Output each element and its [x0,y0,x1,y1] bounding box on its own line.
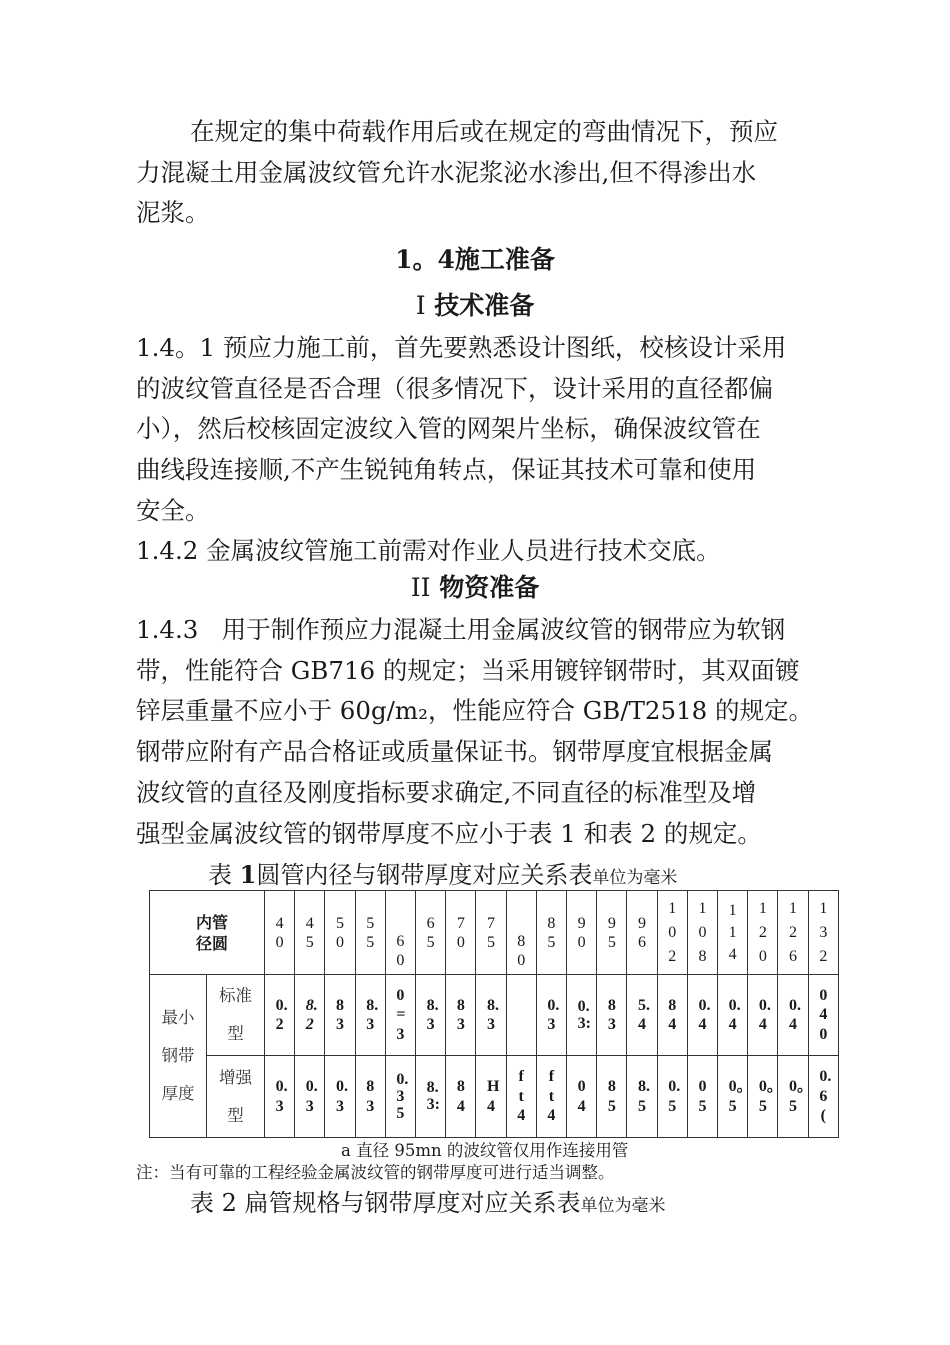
intro-line-1: 在规定的集中荷载作用后或在规定的弯曲情况下，预应 [190,117,778,146]
table2-caption [190,1187,666,1222]
reinforced-cell [385,1056,415,1138]
table1-reinforced-label [207,1056,265,1138]
standard-cell [748,975,778,1056]
diameter-value: 126 [789,899,798,965]
reinforced-cell [476,1056,506,1138]
diameter-value: 60 [396,933,405,969]
table1-standard-label [207,975,265,1056]
standard-cell [718,975,748,1056]
standard-value: 83 [607,996,616,1033]
reinforced-cell [718,1056,753,1138]
table2-caption-title: 表 2 扁管规格与钢带厚度对应关系表 [190,1189,581,1217]
reinforced-value: 0。5 [728,1078,753,1115]
standard-cell [355,975,385,1056]
table1-row-group-label [150,975,207,1138]
reinforced-value: 0.35 [396,1070,409,1122]
standard-value: 83 [456,996,465,1033]
diameter-cell [748,891,778,975]
diameter-cell [627,891,657,975]
standard-cell [567,975,597,1056]
intro-paragraph [136,112,856,234]
reinforced-value: 05 [698,1078,707,1115]
reinforced-cell [446,1056,476,1138]
diameter-cell [808,891,838,975]
standard-value: 0.4 [789,996,802,1033]
table1-footnote: a 直径 95mn 的波纹管仅用作连接用管 [341,1141,629,1160]
standard-cell [506,975,536,1056]
diameter-cell [416,891,446,975]
diameter-cell [536,891,566,975]
reinforced-value: 0.3 [305,1078,318,1115]
standard-value: 8.3 [487,996,500,1033]
reinforced-cell [567,1056,597,1138]
clause-1-4-1 [136,328,856,532]
subheading-technical [0,288,950,324]
clause-1-4-1-line: 安全。 [136,495,210,525]
table1 [149,890,839,1138]
table1-header-row [150,891,839,975]
standard-value: 8.3 [426,996,439,1033]
standard-cell [536,975,566,1056]
diameter-cell [778,891,808,975]
section-number: 1。4 [395,245,455,274]
diameter-cell [567,891,597,975]
diameter-value: 120 [758,899,767,965]
standard-cell [476,975,506,1056]
reinforced-value: ft4 [547,1068,556,1125]
standard-value: 8.3 [366,996,379,1033]
reinforced-cell [687,1056,717,1138]
reinforced-cell [355,1056,385,1138]
diameter-value: 45 [305,914,314,951]
standard-cell [597,975,627,1056]
table1-caption-unit: 单位为毫米 [592,868,678,888]
standard-value: 5.4 [638,996,651,1033]
table1-reinforced-label-text: 增强型 [218,1067,252,1125]
clause-1-4-1-line: 小），然后校核固定波纹入管的网架片坐标，确保波纹管在 [136,414,761,444]
diameter-cell [446,891,476,975]
diameter-value: 55 [366,914,375,951]
table2-caption-unit: 单位为毫米 [580,1196,666,1216]
diameter-cell [265,891,295,975]
reinforced-cell [778,1056,814,1138]
standard-cell [687,975,717,1056]
reinforced-cell [416,1056,446,1138]
subheading-materials [0,570,950,606]
table1-caption [208,860,677,893]
clause-1-4-3-line: 波纹管的直径及刚度指标要求确定,不同直径的标准型及增 [136,777,757,807]
standard-value: 040 [819,986,828,1043]
standard-cell [808,975,838,1056]
standard-cell [325,975,355,1056]
standard-value: 8.2 [305,996,318,1033]
diameter-value: 80 [517,933,526,969]
standard-value: 0.4 [758,996,771,1033]
clause-1-4-3 [136,610,856,854]
section-heading [0,243,950,277]
reinforced-cell [597,1056,627,1138]
standard-cell [416,975,446,1056]
reinforced-cell [808,1056,838,1138]
standard-value: 0.4 [728,996,741,1033]
standard-value: 0.2 [275,996,288,1033]
reinforced-value: 0。5 [758,1078,783,1115]
standard-cell [265,975,295,1056]
table1-standard-label-text: 标准型 [218,986,252,1043]
standard-value: 0.4 [698,996,711,1033]
diameter-cell [476,891,506,975]
diameter-value: 96 [638,914,647,951]
reinforced-value: 83 [366,1078,375,1115]
diameter-value: 50 [336,914,344,951]
diameter-cell [325,891,355,975]
clause-1-4-3-line: 带，性能符合 GB716 的规定；当采用镀锌钢带时，其双面镀 [136,655,800,685]
table1-standard-row [150,975,839,1056]
table1-row-group-text: 最小钢带厚度 [161,1008,195,1103]
subheading-technical-roman: I [415,291,426,320]
reinforced-value: 0.3 [275,1078,288,1115]
diameter-cell [385,891,415,975]
intro-line-2: 力混凝土用金属波纹管允许水泥浆泌水渗出,但不得渗出水 [136,157,757,187]
standard-cell [778,975,808,1056]
reinforced-value: 0.3 [336,1078,348,1115]
reinforced-value: 04 [577,1078,586,1115]
clause-1-4-3-line: 钢带应附有产品合格证或质量保证书。钢带厚度宜根据金属 [136,737,773,767]
diameter-value: 95 [607,914,616,951]
reinforced-cell [657,1056,687,1138]
standard-value: 0.3 [547,996,560,1033]
reinforced-value: ft4 [517,1068,526,1125]
diameter-value: 132 [819,899,828,965]
reinforced-value: 85 [607,1078,616,1115]
subheading-materials-title: 物资准备 [439,573,540,602]
reinforced-value: 84 [456,1078,465,1115]
reinforced-value: 8.3: [426,1079,440,1113]
standard-cell [657,975,687,1056]
table1-header-label [150,891,265,975]
standard-value: 84 [668,996,677,1033]
diameter-cell [657,891,687,975]
clause-1-4-1-line: 的波纹管直径是否合理（很多情况下，设计采用的直径都偏 [136,373,773,403]
diameter-cell [597,891,627,975]
subheading-technical-title: 技术准备 [434,291,535,320]
reinforced-cell [627,1056,657,1138]
diameter-value: 70 [456,914,465,951]
clause-1-4-3-line: 强型金属波纹管的钢带厚度不应小于表 1 和表 2 的规定。 [136,818,762,848]
reinforced-value: 0。5 [789,1078,814,1115]
reinforced-cell [536,1056,566,1138]
clause-1-4-1-line: 1.4。1 预应力施工前，首先要熟悉设计图纸，校核设计采用 [136,333,787,362]
reinforced-cell [748,1056,783,1138]
diameter-cell [355,891,385,975]
reinforced-cell [506,1056,536,1138]
clause-1-4-2-line: 1.4.2 金属波纹管施工前需对作业人员进行技术交底。 [136,536,721,565]
diameter-cell [506,891,536,975]
reinforced-value: H4 [487,1078,500,1115]
diameter-value: 90 [577,914,586,951]
diameter-cell [295,891,325,975]
diameter-value: 40 [275,914,284,951]
clause-1-4-1-line: 曲线段连接顺,不产生锐钝角转点，保证其技术可靠和使用 [136,455,757,485]
clause-1-4-3-line: 1.4.3 用于制作预应力混凝土用金属波纹管的钢带应为软钢 [136,615,786,644]
table1-caption-number: 1 [239,860,257,889]
standard-value: 0.3: [577,997,591,1032]
diameter-value: 108 [698,899,707,965]
reinforced-value: 8.5 [638,1078,651,1115]
diameter-value: 75 [487,914,496,951]
standard-value: 0=3 [396,986,406,1043]
standard-cell [295,975,325,1056]
diameter-cell [718,891,748,975]
intro-line-3: 泥浆。 [136,198,210,228]
table1-note: 注：当有可靠的工程经验金属波纹管的钢带厚度可进行适当调整。 [136,1163,615,1182]
standard-cell [385,975,415,1056]
table1-reinforced-row [150,1056,839,1138]
subheading-materials-roman: II [410,573,431,602]
reinforced-value: 0.5 [668,1078,681,1115]
standard-value: 83 [336,996,344,1033]
diameter-value: 85 [547,914,556,951]
reinforced-cell [265,1056,295,1138]
reinforced-cell [295,1056,325,1138]
standard-cell [627,975,657,1056]
table1-caption-title: 圆管内径与钢带厚度对应关系表 [256,861,593,889]
diameter-value: 114 [728,901,737,963]
clause-1-4-2 [136,531,856,572]
diameter-cell [687,891,717,975]
reinforced-value: 0.6( [819,1068,832,1125]
reinforced-cell [325,1056,355,1138]
diameter-value: 102 [668,899,677,965]
standard-cell [446,975,476,1056]
section-title: 施工准备 [454,245,555,274]
diameter-value: 65 [426,914,435,951]
clause-1-4-3-line: 锌层重量不应小于 60g/m₂，性能应符合 GB/T2518 的规定。 [136,696,814,726]
table1-caption-prefix: 表 [208,861,232,889]
table1-header-label-text: 内管径圆 [195,912,228,953]
